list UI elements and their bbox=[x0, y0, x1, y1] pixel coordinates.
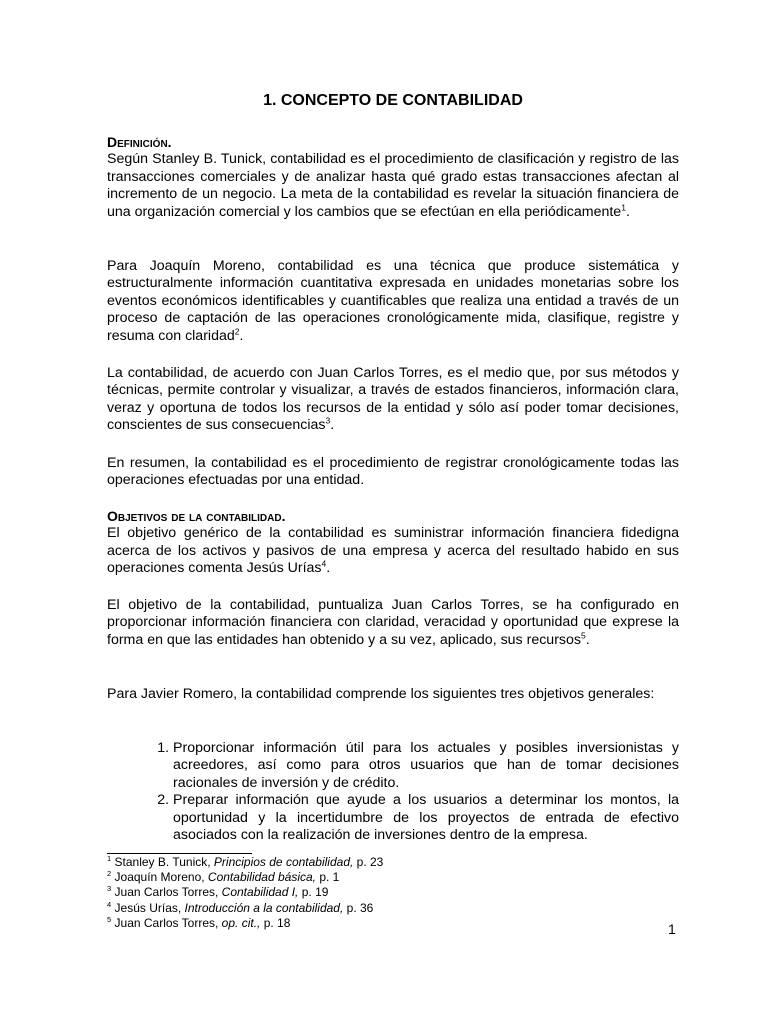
footnote: $^2$ Joaquín Moreno, Contabilidad básica, p. 1 bbox=[107, 869, 340, 885]
objectives-section bbox=[107, 508, 679, 578]
definition-section bbox=[107, 134, 679, 221]
definition-paragraph-4: En resumen, la contabilidad es el procedimiento de registrar cronológicamente todas las operaciones efectuadas por una entidad. bbox=[107, 455, 679, 489]
definition-paragraph-3: La contabilidad, de acuerdo con Juan Carlos Torres, es el medio que, por sus métodos y técnicas, permite controlar y visualizar, a través de estados financieros, información clara, veraz y oportuna de todos los recursos de la entidad y sólo así poder tomar decisiones, conscientes de sus consecuencias$^3$. bbox=[107, 365, 679, 434]
list-item: 2. Preparar información que ayude a los usuarios a determinar los montos, la oportunidad y la incertidumbre de los proyectos de entrada de efectivo asociados con la realización de inversiones dentro de la empresa. bbox=[173, 792, 679, 844]
footnote-ref: 2 bbox=[234, 325, 240, 336]
footnote: $^1$ Stanley B. Tunick, Principios de contabilidad, p. 23 bbox=[107, 854, 384, 869]
section-heading-definicion: Definición. bbox=[107, 134, 172, 150]
footnotes bbox=[107, 855, 667, 931]
objectives-paragraph-3: Para Javier Romero, la contabilidad comprende los siguientes tres objetivos generales: bbox=[107, 686, 655, 702]
objectives-paragraph-3-block bbox=[107, 686, 679, 703]
footnote-ref: 1 bbox=[621, 201, 626, 212]
footnote-divider bbox=[107, 853, 252, 854]
footnote-ref: 3 bbox=[325, 415, 331, 426]
definition-paragraph-4-block bbox=[107, 455, 679, 490]
definition-paragraph-3-block bbox=[107, 365, 679, 435]
objectives-paragraph-1: El objetivo genérico de la contabilidad es suministrar información financiera fidedigna acerca de los activos y pasivos de una empresa y acerca del resultado habido en sus operaciones comenta Jesús Urías$^4$. bbox=[107, 525, 679, 577]
footnote: $^5$ Juan Carlos Torres, op. cit., p. 18 bbox=[107, 914, 291, 930]
footnote-ref: 5 bbox=[581, 630, 586, 641]
footnote-ref: 4 bbox=[321, 558, 327, 569]
definition-paragraph-1: Según Stanley B. Tunick, contabilidad es el procedimiento de clasificación y registro de las transacciones comerciales y de analizar hasta qué grado estas transacciones afectan al incremento de un negocio. La meta de la contabilidad es revelar la situación financiera de una organización comercial y los cambios que se efectúan en ella periódicamente$^1$. bbox=[107, 151, 679, 220]
definition-paragraph-2: Para Joaquín Moreno, contabilidad es una técnica que produce sistemática y estructuralmente información cuantitativa expresada en unidades monetarias sobre los eventos económicos identificables y cuantificables que realiza una entidad a través de un proceso de captación de las operaciones cronológicamente mida, clasifique, registre y resuma con claridad$^2$. bbox=[107, 258, 679, 344]
definition-paragraph-2-block bbox=[107, 258, 679, 345]
objectives-list bbox=[107, 740, 679, 844]
objectives-list-block bbox=[107, 740, 679, 844]
objectives-paragraph-2: El objetivo de la contabilidad, puntualiza Juan Carlos Torres, se ha configurado en proporcionar información financiera con claridad, veracidad y oportunidad que exprese la forma en que las entidades han obtenido y a su vez, aplicado, sus recursos$^5$. bbox=[107, 597, 679, 648]
objectives-paragraph-2-block bbox=[107, 597, 679, 649]
page-title: 1. CONCEPTO DE CONTABILIDAD bbox=[263, 92, 523, 109]
footnote: $^3$ Juan Carlos Torres, Contabilidad I, p. 19 bbox=[107, 884, 329, 900]
section-heading-objetivos: Objetivos de la contabilidad. bbox=[107, 508, 286, 524]
page-number: 1 bbox=[668, 921, 676, 937]
list-item: 1. Proporcionar información útil para los actuales y posibles inversionistas y acreedores, así como para otros usuarios que han de tomar decisiones racionales de inversión y de crédito. bbox=[173, 740, 679, 792]
footnote: $^4$ Jesús Urías, Introducción a la contabilidad, p. 36 bbox=[107, 899, 374, 915]
